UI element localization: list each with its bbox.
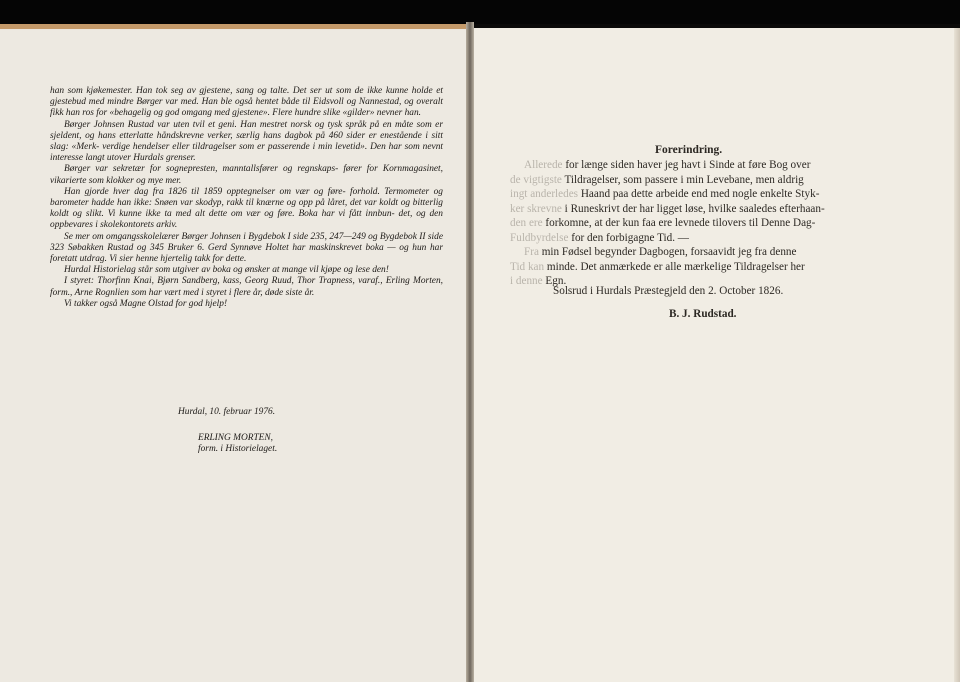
book-gutter — [466, 22, 474, 682]
right-page — [474, 28, 960, 682]
foreword-line — [510, 245, 902, 260]
foreword-line — [510, 260, 902, 275]
paragraph: Se mer om omgangsskolelærer Børger Johnsen i Bygdebok I side 235, 247—249 og Bygdebok II side 323 Søbakken Rustad og 345 Bruker 6. Gerd Synnøve Holtet har maskinskrevet boka — og hun har foretatt utdrag. Vi sier henne hjertelig takk for dette. — [50, 231, 443, 265]
line-text: Haand paa dette arbeide end med nogle enkelte Styk- — [578, 188, 820, 200]
foreword-body — [510, 158, 902, 289]
line-text: for den forbigagne Tid. — — [568, 231, 689, 244]
paragraph: Vi takker også Magne Olstad for god hjelp! — [64, 298, 228, 309]
paragraph: Hurdal Historielag står som utgiver av boka og ønsker at mange vil kjøpe og lese den! — [64, 265, 389, 276]
line-text: i Runeskrivt der har ligget løse, hvilke saaledes efterhaan- — [561, 202, 825, 215]
line-text: min Fødsel begynder Dagbogen, forsaavidt jeg fra denne — [538, 246, 797, 258]
faded-text: ker skrevne — [510, 202, 562, 215]
signature-date: Hurdal, 10. februar 1976. — [178, 407, 276, 417]
left-page-signature — [178, 407, 398, 456]
scanner-background — [0, 0, 960, 24]
faded-text: Tid kan — [510, 260, 545, 273]
line-text: Tildragelser, som passere i min Levebane, men aldrig — [561, 173, 804, 186]
paragraph: han som kjøkemester. Han tok seg av gjestene, sang og talte. Det ser ut som de ikke kunne holde et gjestebud med mindre Børger var med. Han ble også hentet både til Eidsvoll og Nannestad, og overalt fikk han ros for «behagelig og god omgang med gjestene». Flere hundre slike «gilder» nevner han. — [50, 86, 443, 119]
line-text: forkomne, at der kun faa ere levnede tilovers til Denne Dag- — [542, 217, 816, 229]
left-page-body — [50, 86, 443, 310]
paragraph: Børger var sekretær for sognepresten, manntallsfører og regnskaps- fører for Kornmagasinet, vikarierte som klokker og mye mer. — [50, 164, 443, 186]
foreword-line — [510, 202, 902, 217]
paragraph: Børger Johnsen Rustad var uten tvil et geni. Han mestret norsk og tysk språk på en måte som er sjeldent, og hans etterlatte håndskrevne verker, særlig hans dagbok på 460 sider er enestående i sitt slag: «Merk- verdige hendelser eller tildragelser som er passerende i min levetid». Den har som nevnt interesse langt utover Hurdals grenser. — [50, 119, 443, 164]
line-text: minde. Det anmærkede er alle mærkelige Tildragelser her — [544, 260, 805, 273]
line-text: for længe siden haver jeg havt i Sinde at føre Bog over — [562, 159, 811, 171]
foreword-line — [510, 231, 902, 246]
foreword-title: Forerindring. — [655, 144, 723, 156]
foreword-line — [510, 216, 902, 231]
page-edge — [954, 28, 960, 682]
foreword-place-date: Solsrud i Hurdals Præstegjeld den 2. October 1826. — [553, 285, 784, 297]
foreword-line — [510, 158, 902, 173]
faded-text: i denne — [510, 275, 543, 287]
faded-text: Fra — [524, 246, 539, 258]
foreword-line — [510, 187, 902, 202]
faded-text: ingt anderledes — [510, 188, 579, 200]
foreword-line — [510, 173, 902, 188]
faded-text: de vigtigste — [510, 173, 562, 186]
signature-name: ERLING MORTEN, — [198, 432, 273, 443]
faded-text: den ere — [510, 217, 543, 229]
line-text: Egn. — [542, 275, 567, 287]
foreword-author: B. J. Rudstad. — [669, 308, 737, 320]
faded-text: Fuldbyrdelse — [510, 231, 569, 244]
signature-role: form. i Historielaget. — [198, 444, 278, 454]
paragraph: I styret: Thorfinn Knai, Bjørn Sandberg, kass, Georg Ruud, Thor Trapness, varaf., Erling Morten, form., Arne Rognlien som har vært med i styret i flere år, døde siste år. — [50, 276, 443, 298]
paragraph: Han gjorde hver dag fra 1826 til 1859 opptegnelser om vær og føre- forhold. Termometer og barometer hadde han ikke: Snøen var skodyp, rakk til knærne og opp på låret, det var koldt og bitterlig koldt og slikt. Vi kunne ikke ta med alt dette om vær og føre. Boka har vi fått innbun- det, og den oppbevares i skolekontorets arkiv. — [50, 186, 443, 231]
faded-text: Allerede — [524, 159, 563, 171]
